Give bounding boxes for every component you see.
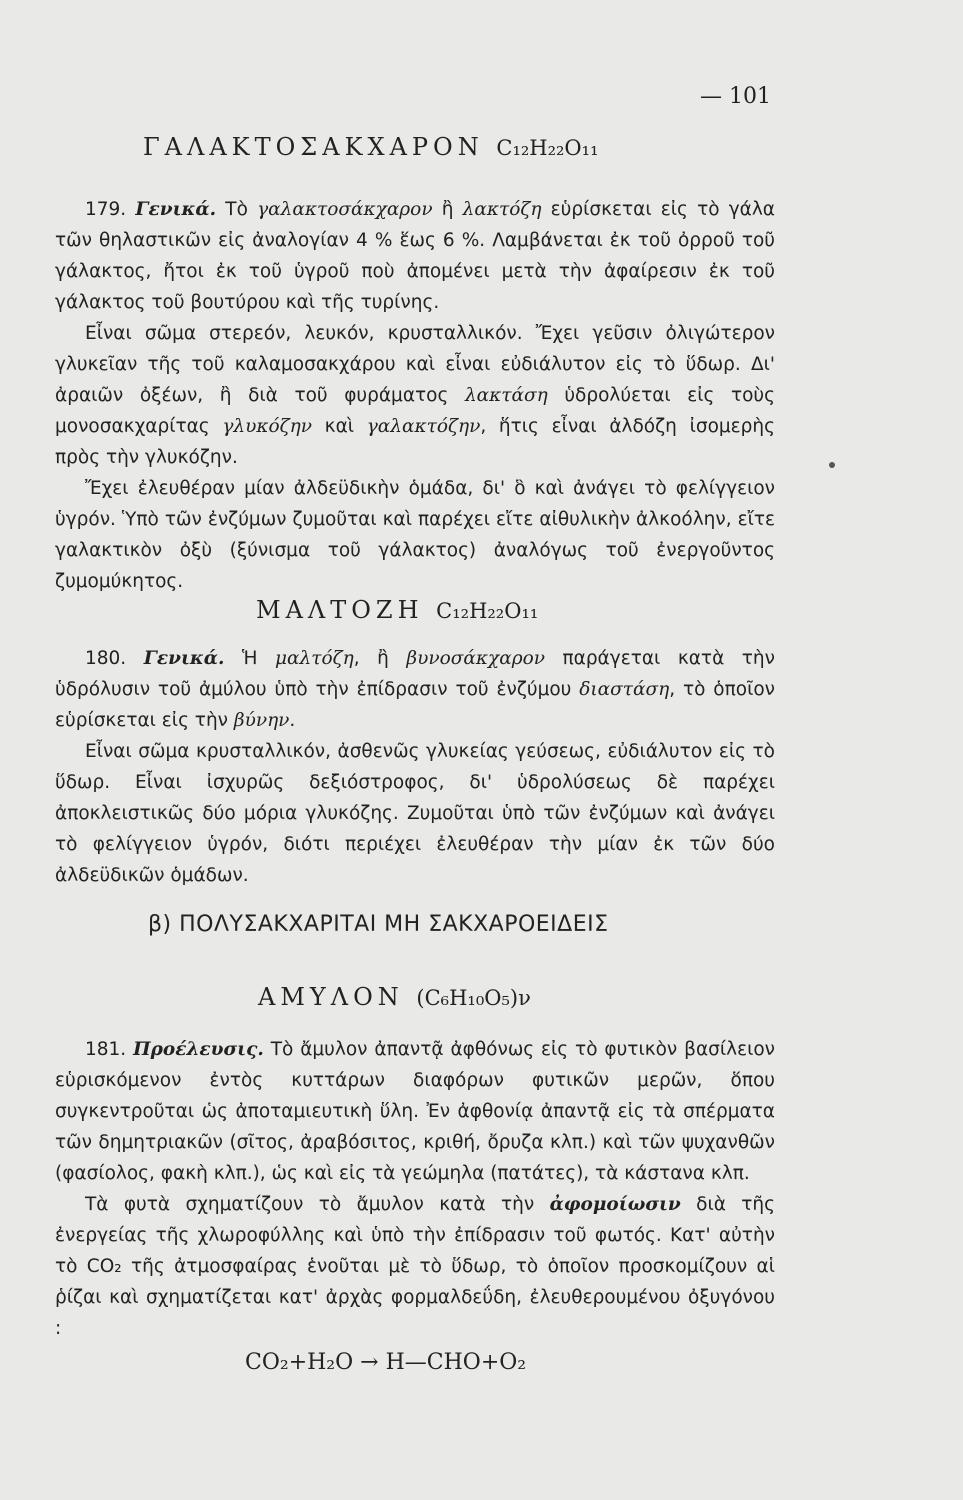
starch-title: ΑΜΥΛΟΝ bbox=[258, 983, 404, 1011]
paragraph-180 bbox=[55, 643, 775, 736]
galactose-title: ΓΑΛΑΚΤΟΣΑΚΧΑΡΟΝ bbox=[143, 133, 484, 161]
text-run: παράγεται κατὰ τὴν ὑδρόλυσιν τοῦ ἀμύλου ὑπὸ τὴν ἐπίδρασιν τοῦ ἐνζύμου bbox=[55, 648, 775, 700]
maltose-properties: Εἶναι σῶμα κρυσταλλικόν, ἀσθενῶς γλυκείας γεύσεως, εὐδιάλυτον εἰς τὸ ὕδωρ. Εἶναι ἰσχυρῶς δεξιόστροφος, δι' ὑδρολύσεως δὲ παρέχει ἀποκλειστικῶς δύο μόρια γλυκόζης. Ζυμοῦται ὑπὸ τῶν ἐνζύμων καὶ ἀνάγει τὸ φελίγγειον ὑγρόν, διότι περιέχει ἐλευθέραν τὴν μίαν ἐκ τῶν δύο ἀλδεϋδικῶν ὁμάδων. bbox=[55, 741, 775, 886]
paragraph-179 bbox=[55, 194, 775, 318]
maltose-section bbox=[55, 643, 775, 891]
galactose-heading bbox=[143, 133, 598, 161]
text-run: Τὸ ἄμυλον ἀπαντᾷ ἀφθόνως εἰς τὸ φυτικὸν βασίλειον εὑρισκόμενον ἐντὸς κυττάρων διαφόρων φυτικῶν μερῶν, ὅπου συγκεντροῦται ὡς ἀποταμιευτικὴ ὕλη. Ἐν ἀφθονίᾳ ἀπαντᾷ εἰς τὰ σπέρματα τῶν δημητριακῶν (σῖτος, ἀραβόσιτος, κριθή, ὄρυζα κλπ.) καὶ τῶν ψυχανθῶν (φασίολος, φακὴ κλπ.), ὡς καὶ εἰς τὰ γεώμηλα (πατάτες), τὰ κάστανα κλπ. bbox=[55, 1039, 775, 1184]
galactose-reactions: Ἔχει ἐλευθέραν μίαν ἀλδεϋδικὴν ὁμάδα, δι' ὃ καὶ ἀνάγει τὸ φελίγγειον ὑγρόν. Ὑπὸ τῶν ἐνζύμων ζυμοῦται καὶ παρέχει εἴτε αἰθυλικὴν ἀλκοόλην, εἴτε γαλακτικὸν ὀξὺ (ξύνισμα τοῦ γάλακτος) ἀναλόγως τοῦ ἐνεργοῦντος ζυμομύκητος. bbox=[55, 478, 775, 592]
term: γλυκόζην bbox=[222, 416, 312, 437]
term: γαλακτόζην bbox=[366, 416, 481, 437]
section-b-heading: β) ΠΟΛΥΣΑΚΧΑΡΙΤΑΙ ΜΗ ΣΑΚΧΑΡΟΕΙΔΕΙΣ bbox=[148, 912, 609, 937]
text-run: Εἶναι σῶμα στερεόν, λευκόν, κρυσταλλικόν. Ἔχει γεῦσιν ὀλιγώτερον γλυκεῖαν τῆς τοῦ καλαμοσακχάρου καὶ εἶναι εὐδιάλυτον εἰς τὸ ὕδωρ. Δι' ἀραιῶν ὀξέων, ἢ διὰ τοῦ φυράματος bbox=[55, 323, 775, 406]
starch-formula: (C₆H₁₀O₅)ν bbox=[416, 986, 531, 1010]
text-run: διὰ τῆς ἐνεργείας τῆς χλωροφύλλης καὶ ὑπὸ τὴν ἐπίδρασιν τοῦ φωτός. Κατ' αὐτὴν τὸ CO₂ τῆς ἀτμοσφαίρας ἑνοῦται μὲ τὸ ὕδωρ, τὸ ὁποῖον προσκομίζουν αἱ ῥίζαι καὶ σχηματίζεται κατ' ἀρχὰς φορμαλδεΰδη, ἐλευθερουμένου ὀξυγόνου : bbox=[55, 1194, 775, 1339]
term: μαλτόζη bbox=[275, 648, 354, 669]
paragraph-number: 179. bbox=[85, 199, 127, 220]
starch-formation bbox=[55, 1189, 775, 1344]
paragraph-number: 181. bbox=[85, 1039, 127, 1060]
text-run: Τὰ φυτὰ σχηματίζουν τὸ ἄμυλον κατὰ τὴν bbox=[85, 1194, 550, 1215]
starch-section bbox=[55, 1034, 775, 1344]
text-run: εὑρίσκεται εἰς τὸ γάλα τῶν θηλαστικῶν εἰς ἀναλογίαν 4 % ἕως 6 %. Λαμβάνεται ἐκ τοῦ ὀρροῦ τοῦ γάλακτος, ἤτοι ἐκ τοῦ ὑγροῦ ποὺ ἀπομένει μετὰ τὴν ἀφαίρεσιν ἐκ τοῦ γάλακτος τοῦ βουτύρου καὶ τῆς τυρίνης. bbox=[55, 199, 775, 313]
text-run: ὑδρολύεται εἰς τοὺς μονοσακχαρίτας bbox=[55, 385, 775, 437]
text-run: Ἡ bbox=[224, 648, 275, 669]
term: γαλακτοσάκχαρον bbox=[257, 199, 433, 220]
galactose-properties bbox=[55, 318, 775, 473]
text-run: , ἥτις εἶναι ἀλδόζη ἰσομερὴς πρὸς τὴν γλυκόζην. bbox=[55, 416, 775, 468]
term: βύνην bbox=[233, 710, 290, 731]
term: διαστάση bbox=[579, 679, 670, 700]
text-run: . bbox=[289, 710, 296, 731]
galactose-formula: C₁₂H₂₂O₁₁ bbox=[496, 136, 599, 160]
term: ἀφομοίωσιν bbox=[549, 1194, 681, 1215]
text-run: , τὸ ὁποῖον εὑρίσκεται εἰς τὴν bbox=[55, 679, 775, 731]
paragraph-181 bbox=[55, 1034, 775, 1189]
paragraph-number: 180. bbox=[85, 648, 127, 669]
text-run: Τὸ bbox=[216, 199, 258, 220]
text-run: καὶ bbox=[311, 416, 367, 437]
maltose-heading bbox=[256, 596, 538, 624]
paragraph-title: Προέλευσις. bbox=[133, 1039, 264, 1060]
paragraph-title: Γενικά. bbox=[135, 199, 217, 220]
term: λακτόζη bbox=[462, 199, 542, 220]
maltose-formula: C₁₂H₂₂O₁₁ bbox=[436, 599, 539, 623]
maltose-title: ΜΑΛΤΟΖΗ bbox=[256, 596, 424, 624]
text-run: ἢ bbox=[432, 199, 463, 220]
galactose-section bbox=[55, 194, 775, 597]
starch-heading bbox=[258, 983, 531, 1011]
chemical-equation: CO₂+H₂O → H—CHO+O₂ bbox=[245, 1350, 527, 1375]
print-speck bbox=[829, 462, 835, 468]
text-run: , ἢ bbox=[353, 648, 407, 669]
term: λακτάση bbox=[464, 385, 548, 406]
term: βυνοσάκχαρον bbox=[406, 648, 545, 669]
page-number: — 101 bbox=[700, 84, 771, 109]
paragraph-title: Γενικά. bbox=[143, 648, 225, 669]
